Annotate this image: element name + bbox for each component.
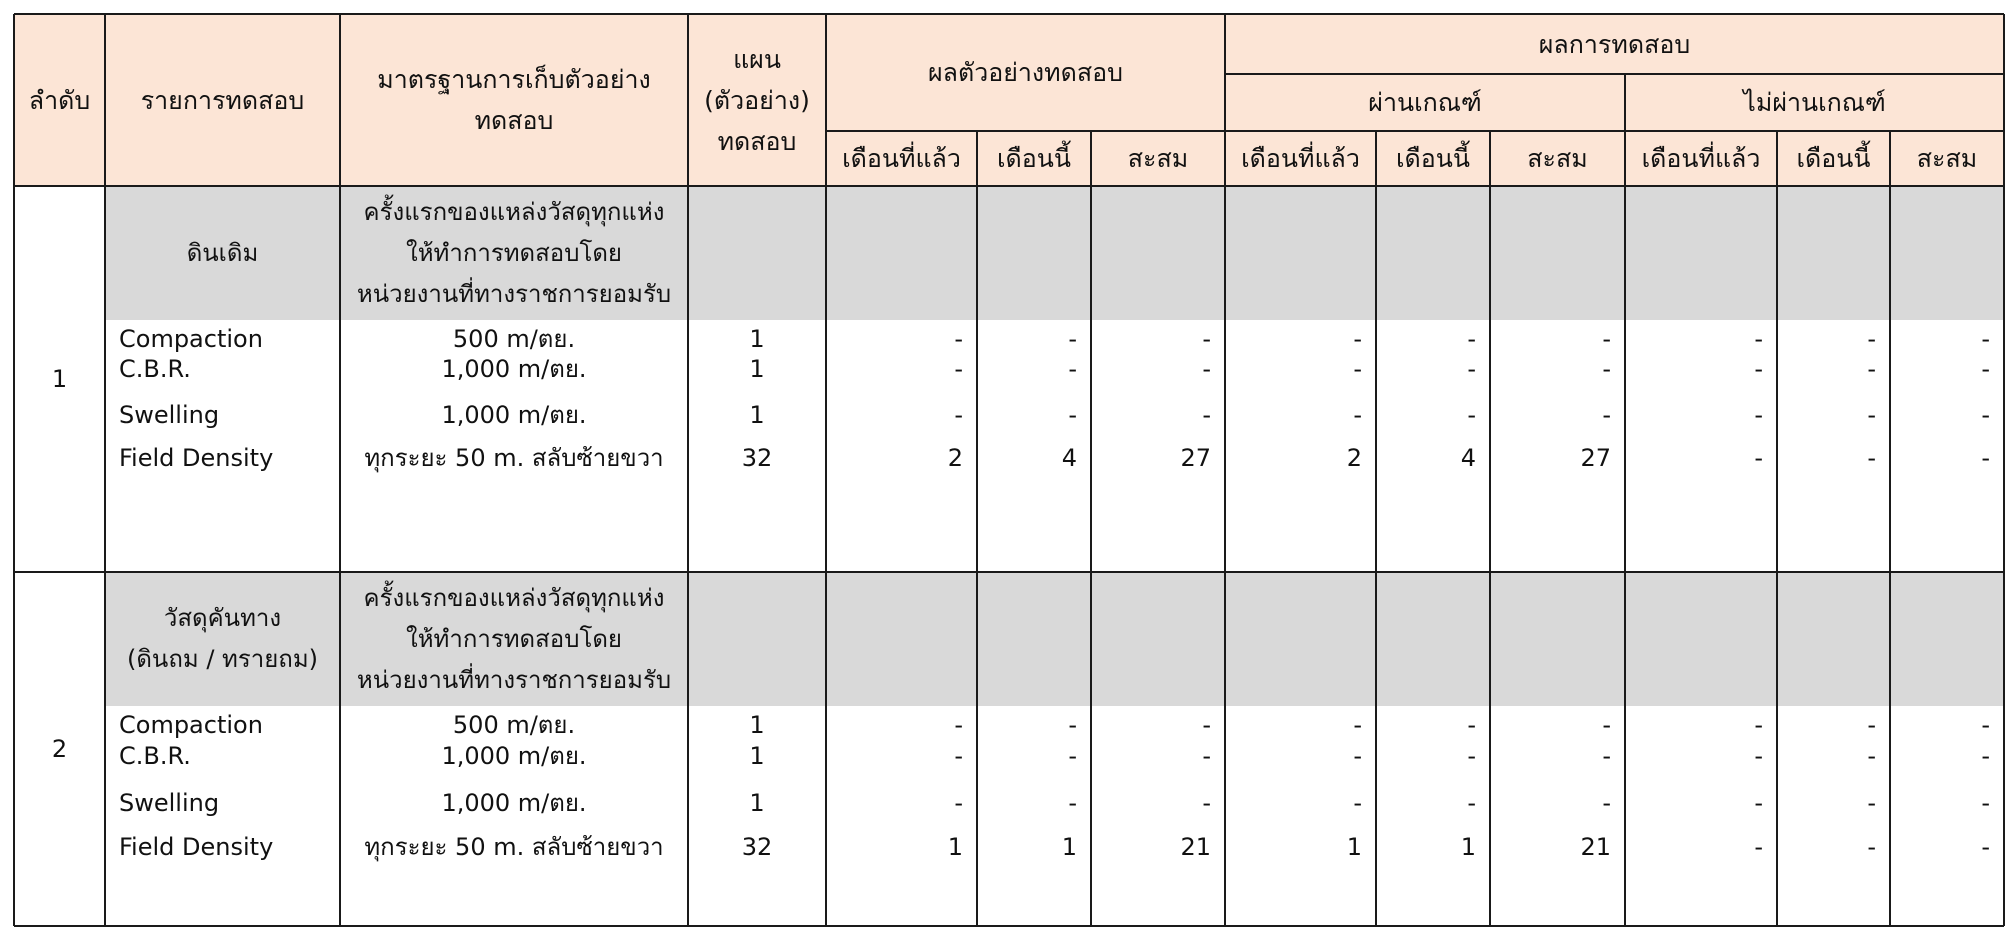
test-standard: 1,000 m/ตย. <box>441 354 587 383</box>
result-value: - <box>1467 400 1476 429</box>
result-value: 1 <box>1061 832 1077 861</box>
result-value: - <box>1602 741 1611 770</box>
result-value: - <box>1981 788 1990 817</box>
test-standard: 1,000 m/ตย. <box>441 400 587 429</box>
result-value: - <box>1867 832 1876 861</box>
result-value: - <box>1202 354 1211 383</box>
result-value: - <box>1867 788 1876 817</box>
result-value: - <box>1202 324 1211 353</box>
result-value: - <box>1981 354 1990 383</box>
group-header-results: ผลการทดสอบ <box>1538 29 1691 59</box>
result-value: 4 <box>1061 443 1077 472</box>
result-value: - <box>1754 741 1763 770</box>
test-plan: 1 <box>749 788 765 817</box>
grid-line <box>825 14 827 926</box>
test-item: C.B.R. <box>119 741 191 770</box>
result-value: - <box>1068 710 1077 739</box>
result-value: - <box>1467 324 1476 353</box>
result-value: - <box>1981 710 1990 739</box>
result-value: - <box>1867 443 1876 472</box>
grid-line <box>2003 14 2005 926</box>
sub-header-1: เดือนนี้ <box>997 144 1071 173</box>
result-value: - <box>1202 788 1211 817</box>
grid-line <box>1375 131 1377 926</box>
result-value: - <box>1068 324 1077 353</box>
result-value: 27 <box>1580 443 1611 472</box>
result-value: - <box>1602 354 1611 383</box>
sub-header-6: เดือนที่แล้ว <box>1641 144 1761 173</box>
test-standard: 1,000 m/ตย. <box>441 788 587 817</box>
grid-line <box>1224 14 1226 926</box>
col-header-plan: แผน (ตัวอย่าง) ทดสอบ <box>704 44 810 156</box>
result-value: - <box>1754 788 1763 817</box>
result-value: - <box>1867 354 1876 383</box>
group-header-fail: ไม่ผ่านเกณฑ์ <box>1743 88 1886 117</box>
col-header-standard: มาตรฐานการเก็บตัวอย่าง ทดสอบ <box>377 65 651 135</box>
result-value: - <box>1754 400 1763 429</box>
result-value: - <box>954 788 963 817</box>
test-item: Field Density <box>119 443 274 472</box>
test-standard: ทุกระยะ 50 m. สลับซ้ายขวา <box>364 832 664 861</box>
result-value: 1 <box>1460 832 1476 861</box>
sub-header-4: เดือนนี้ <box>1396 144 1470 173</box>
test-plan: 32 <box>741 832 773 861</box>
result-value: 1 <box>1346 832 1362 861</box>
test-plan: 1 <box>749 400 765 429</box>
result-value: - <box>1981 400 1990 429</box>
result-value: - <box>1353 324 1362 353</box>
test-item: C.B.R. <box>119 354 191 383</box>
section-title: ดินเดิม <box>186 238 259 267</box>
grid-line <box>1624 74 1626 926</box>
result-value: - <box>1867 741 1876 770</box>
result-value: - <box>1202 400 1211 429</box>
result-value: - <box>1068 741 1077 770</box>
grid-line <box>1776 131 1778 926</box>
section-title: วัสดุคันทาง (ดินถม / ทรายถม) <box>126 604 318 673</box>
test-item: Compaction <box>119 324 263 353</box>
sub-header-8: สะสม <box>1916 144 1978 173</box>
result-value: - <box>1353 710 1362 739</box>
table-bottom-border <box>14 925 2004 927</box>
result-value: 4 <box>1460 443 1476 472</box>
result-value: - <box>1202 710 1211 739</box>
result-value: - <box>954 324 963 353</box>
result-value: 2 <box>947 443 963 472</box>
result-value: 27 <box>1180 443 1211 472</box>
grid-line <box>1090 131 1092 926</box>
result-value: 2 <box>1346 443 1362 472</box>
group-header-pass: ผ่านเกณฑ์ <box>1368 88 1482 117</box>
test-plan: 1 <box>749 324 765 353</box>
grid-line <box>1889 131 1891 926</box>
result-value: - <box>1867 324 1876 353</box>
result-value: - <box>1754 324 1763 353</box>
result-value: - <box>1068 788 1077 817</box>
grid-line <box>826 130 2004 132</box>
result-value: - <box>954 741 963 770</box>
result-value: 21 <box>1580 832 1611 861</box>
grid-line <box>339 14 341 926</box>
sub-header-3: เดือนที่แล้ว <box>1241 144 1360 173</box>
grid-line <box>104 14 106 926</box>
result-value: - <box>1754 832 1763 861</box>
result-value: - <box>1981 324 1990 353</box>
col-header-no: ลำดับ <box>28 85 91 115</box>
sub-header-0: เดือนที่แล้ว <box>842 144 961 173</box>
section-divider <box>14 571 2004 573</box>
result-value: - <box>1467 354 1476 383</box>
section-note: ครั้งแรกของแหล่งวัสดุทุกแห่ง ให้ทำการทดสอบโดย หน่วยงานที่ทางราชการยอมรับ <box>356 583 672 694</box>
result-value: - <box>1981 832 1990 861</box>
test-item: Field Density <box>119 832 274 861</box>
grid-line <box>14 185 2004 187</box>
test-plan: 1 <box>749 354 765 383</box>
result-value: - <box>1867 400 1876 429</box>
grid-line <box>13 14 15 926</box>
result-value: - <box>1867 710 1876 739</box>
test-plan: 1 <box>749 741 765 770</box>
result-value: - <box>1754 354 1763 383</box>
result-value: - <box>1602 788 1611 817</box>
result-value: - <box>1602 710 1611 739</box>
result-value: - <box>1068 400 1077 429</box>
result-value: - <box>954 400 963 429</box>
test-plan: 32 <box>741 443 773 472</box>
result-value: - <box>1353 741 1362 770</box>
table-top-border <box>14 13 2004 15</box>
test-item: Swelling <box>119 788 220 817</box>
grid-line <box>1489 131 1491 926</box>
group-header-samples: ผลตัวอย่างทดสอบ <box>927 58 1123 87</box>
sub-header-2: สะสม <box>1127 144 1189 173</box>
result-value: - <box>1353 788 1362 817</box>
test-standard: 1,000 m/ตย. <box>441 741 587 770</box>
test-item: Swelling <box>119 400 220 429</box>
result-value: - <box>954 354 963 383</box>
col-header-item: รายการทดสอบ <box>140 85 305 115</box>
row-number: 2 <box>51 734 68 763</box>
sub-header-7: เดือนนี้ <box>1796 144 1871 173</box>
result-value: - <box>954 710 963 739</box>
result-value: - <box>1981 741 1990 770</box>
result-value: - <box>1353 354 1362 383</box>
test-plan: 1 <box>749 710 765 739</box>
result-value: - <box>1467 741 1476 770</box>
row-number: 1 <box>51 364 68 393</box>
result-value: - <box>1068 354 1077 383</box>
result-value: - <box>1981 443 1990 472</box>
test-standard: 500 m/ตย. <box>452 324 576 353</box>
result-value: - <box>1754 443 1763 472</box>
sub-header-5: สะสม <box>1527 144 1588 173</box>
result-value: - <box>1467 710 1476 739</box>
grid-line <box>976 131 978 926</box>
grid-line <box>1225 73 2004 75</box>
result-value: - <box>1467 788 1476 817</box>
result-value: - <box>1754 710 1763 739</box>
result-value: 1 <box>947 832 963 861</box>
test-standard: ทุกระยะ 50 m. สลับซ้ายขวา <box>364 443 664 472</box>
result-value: - <box>1602 324 1611 353</box>
result-value: - <box>1602 400 1611 429</box>
result-value: 21 <box>1180 832 1211 861</box>
result-value: - <box>1353 400 1362 429</box>
test-item: Compaction <box>119 710 263 739</box>
test-standard: 500 m/ตย. <box>452 710 576 739</box>
result-value: - <box>1202 741 1211 770</box>
section-note: ครั้งแรกของแหล่งวัสดุทุกแห่ง ให้ทำการทดสอบโดย หน่วยงานที่ทางราชการยอมรับ <box>356 197 672 308</box>
grid-line <box>687 14 689 926</box>
